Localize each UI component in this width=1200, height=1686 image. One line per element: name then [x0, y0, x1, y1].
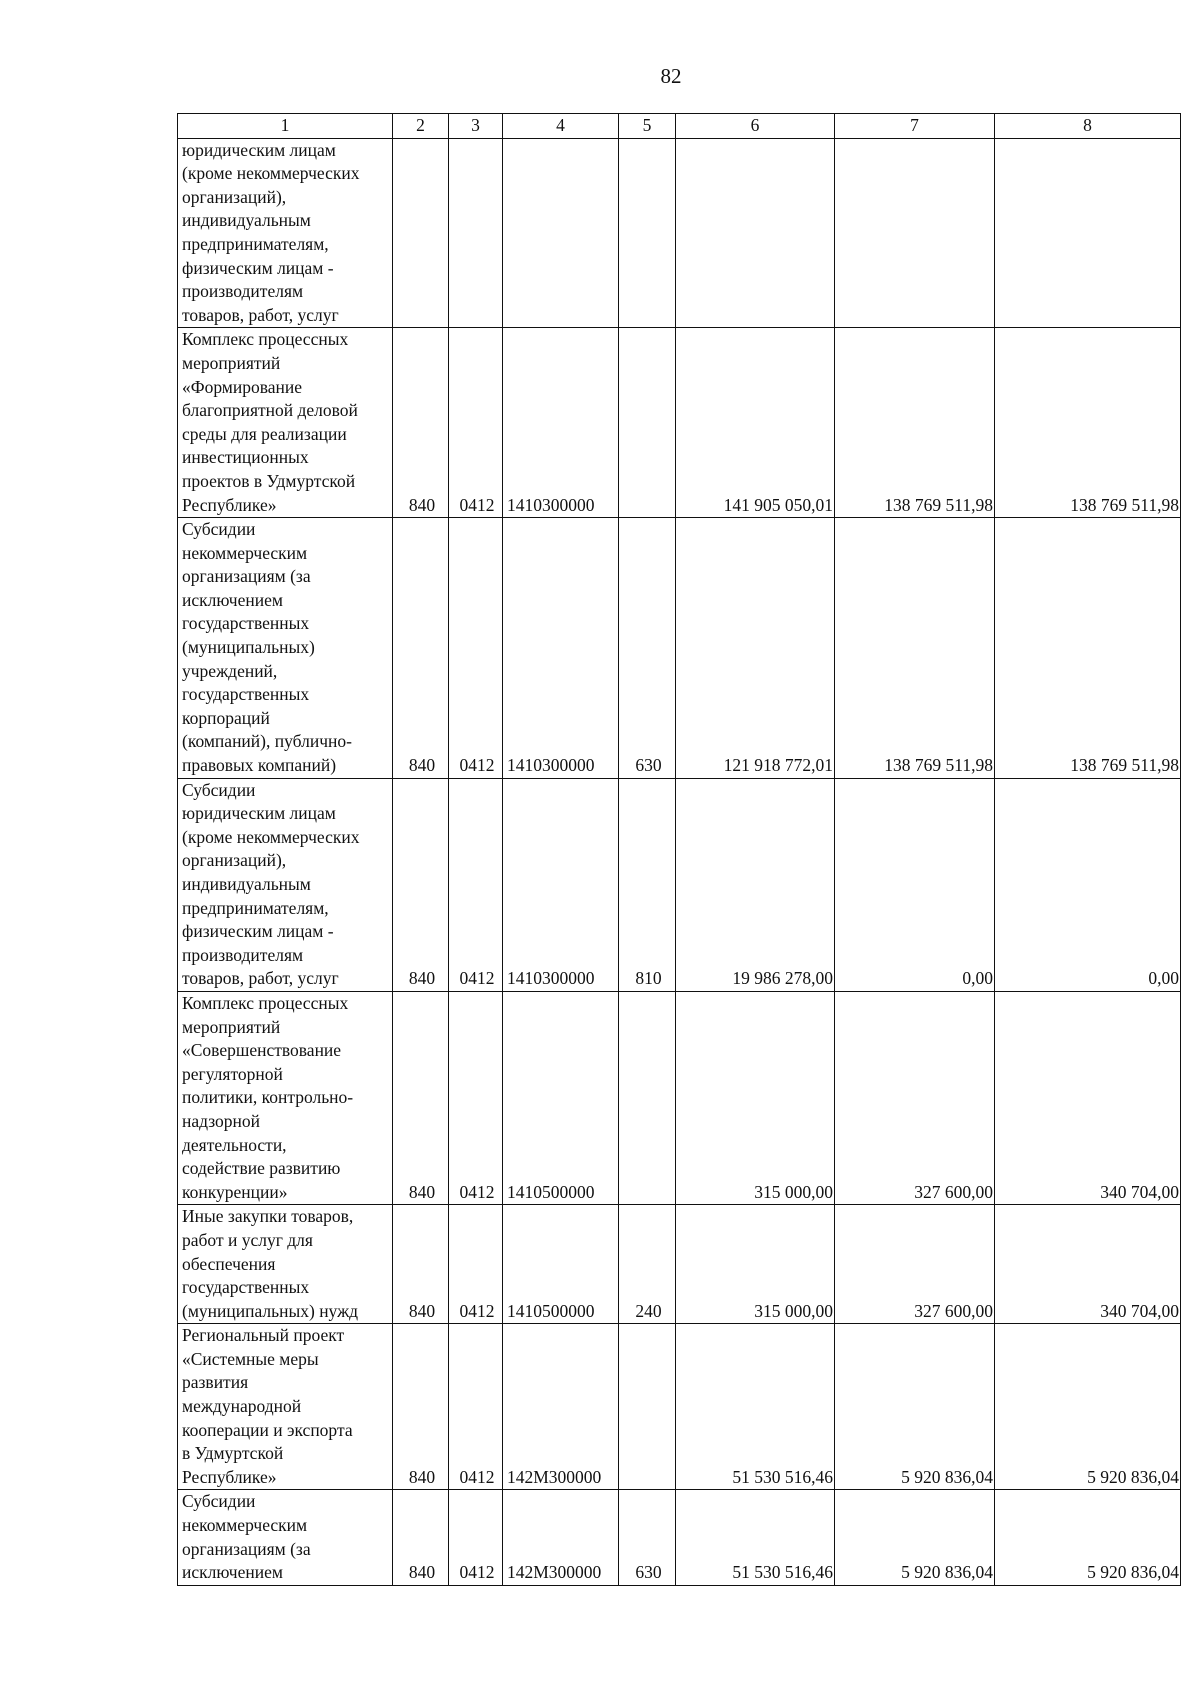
amount-col7-cell: 138 769 511,98 — [835, 328, 995, 518]
expense-type-cell: 240 — [619, 1205, 676, 1324]
column-header: 3 — [449, 114, 503, 139]
table-row — [178, 1205, 1181, 1324]
amount-col6-cell: 51 530 516,46 — [676, 1490, 835, 1585]
section-code-cell: 0412 — [449, 1490, 503, 1585]
table-row — [178, 138, 1181, 328]
section-code-cell: 0412 — [449, 991, 503, 1204]
row-name-cell: Комплекс процессных мероприятий «Совершенствование регуляторной политики, контрольно- надзорной деятельности, содействие развитию конкуренции» — [178, 991, 393, 1204]
table-row — [178, 518, 1181, 779]
row-name-cell: Иные закупки товаров, работ и услуг для обеспечения государственных (муниципальных) нужд — [178, 1205, 393, 1324]
table-row — [178, 1490, 1181, 1585]
target-article-cell: 142M300000 — [503, 1324, 619, 1490]
column-header: 8 — [995, 114, 1181, 139]
row-name-cell: Субсидии юридическим лицам (кроме некоммерческих организаций), индивидуальным предпринимателям, физическим лицам - производителям товаров, работ, услуг — [178, 778, 393, 991]
target-article-cell: 1410300000 — [503, 518, 619, 779]
table-body — [178, 114, 1181, 1586]
amount-col7-cell: 5 920 836,04 — [835, 1324, 995, 1490]
column-header: 1 — [178, 114, 393, 139]
table-row — [178, 991, 1181, 1204]
expense-type-cell — [619, 1324, 676, 1490]
amount-col8-cell: 5 920 836,04 — [995, 1324, 1181, 1490]
ministry-code-cell: 840 — [393, 1205, 449, 1324]
section-code-cell: 0412 — [449, 1205, 503, 1324]
amount-col7-cell: 138 769 511,98 — [835, 518, 995, 779]
ministry-code-cell: 840 — [393, 1324, 449, 1490]
row-name-cell: Субсидии некоммерческим организациям (за исключением государственных (муниципальных) учреждений, государственных корпораций (компаний), публично- правовых компаний) — [178, 518, 393, 779]
target-article-cell: 1410500000 — [503, 1205, 619, 1324]
target-article-cell: 1410300000 — [503, 778, 619, 991]
column-header-row — [178, 114, 1181, 139]
table-row — [178, 328, 1181, 518]
target-article-cell — [503, 138, 619, 328]
section-code-cell: 0412 — [449, 518, 503, 779]
amount-col6-cell: 315 000,00 — [676, 991, 835, 1204]
column-header: 6 — [676, 114, 835, 139]
expense-type-cell — [619, 328, 676, 518]
amount-col6-cell: 315 000,00 — [676, 1205, 835, 1324]
table-row — [178, 1324, 1181, 1490]
amount-col8-cell: 138 769 511,98 — [995, 518, 1181, 779]
table-row — [178, 778, 1181, 991]
ministry-code-cell: 840 — [393, 991, 449, 1204]
section-code-cell — [449, 138, 503, 328]
amount-col7-cell — [835, 138, 995, 328]
section-code-cell: 0412 — [449, 778, 503, 991]
row-name-cell: юридическим лицам (кроме некоммерческих организаций), индивидуальным предпринимателям, физическим лицам - производителям товаров, работ, услуг — [178, 138, 393, 328]
ministry-code-cell: 840 — [393, 328, 449, 518]
amount-col7-cell: 0,00 — [835, 778, 995, 991]
section-code-cell: 0412 — [449, 1324, 503, 1490]
amount-col6-cell — [676, 138, 835, 328]
target-article-cell: 142M300000 — [503, 1490, 619, 1585]
amount-col7-cell: 327 600,00 — [835, 1205, 995, 1324]
expense-type-cell: 630 — [619, 1490, 676, 1585]
row-name-cell: Субсидии некоммерческим организациям (за исключением — [178, 1490, 393, 1585]
ministry-code-cell: 840 — [393, 1490, 449, 1585]
amount-col7-cell: 5 920 836,04 — [835, 1490, 995, 1585]
amount-col8-cell: 340 704,00 — [995, 1205, 1181, 1324]
column-header: 2 — [393, 114, 449, 139]
amount-col7-cell: 327 600,00 — [835, 991, 995, 1204]
expense-type-cell: 630 — [619, 518, 676, 779]
row-name-cell: Региональный проект «Системные меры развития международной кооперации и экспорта в Удмуртской Республике» — [178, 1324, 393, 1490]
ministry-code-cell: 840 — [393, 778, 449, 991]
expense-type-cell — [619, 991, 676, 1204]
amount-col8-cell: 138 769 511,98 — [995, 328, 1181, 518]
column-header: 7 — [835, 114, 995, 139]
amount-col6-cell: 141 905 050,01 — [676, 328, 835, 518]
expense-type-cell — [619, 138, 676, 328]
target-article-cell: 1410500000 — [503, 991, 619, 1204]
amount-col8-cell: 0,00 — [995, 778, 1181, 991]
column-header: 5 — [619, 114, 676, 139]
budget-table — [177, 113, 1181, 1586]
amount-col6-cell: 51 530 516,46 — [676, 1324, 835, 1490]
expense-type-cell: 810 — [619, 778, 676, 991]
row-name-cell: Комплекс процессных мероприятий «Формирование благоприятной деловой среды для реализации инвестиционных проектов в Удмуртской Республике» — [178, 328, 393, 518]
ministry-code-cell — [393, 138, 449, 328]
target-article-cell: 1410300000 — [503, 328, 619, 518]
ministry-code-cell: 840 — [393, 518, 449, 779]
amount-col8-cell: 5 920 836,04 — [995, 1490, 1181, 1585]
amount-col8-cell — [995, 138, 1181, 328]
amount-col6-cell: 121 918 772,01 — [676, 518, 835, 779]
page-number: 82 — [660, 64, 682, 88]
section-code-cell: 0412 — [449, 328, 503, 518]
amount-col8-cell: 340 704,00 — [995, 991, 1181, 1204]
amount-col6-cell: 19 986 278,00 — [676, 778, 835, 991]
column-header: 4 — [503, 114, 619, 139]
